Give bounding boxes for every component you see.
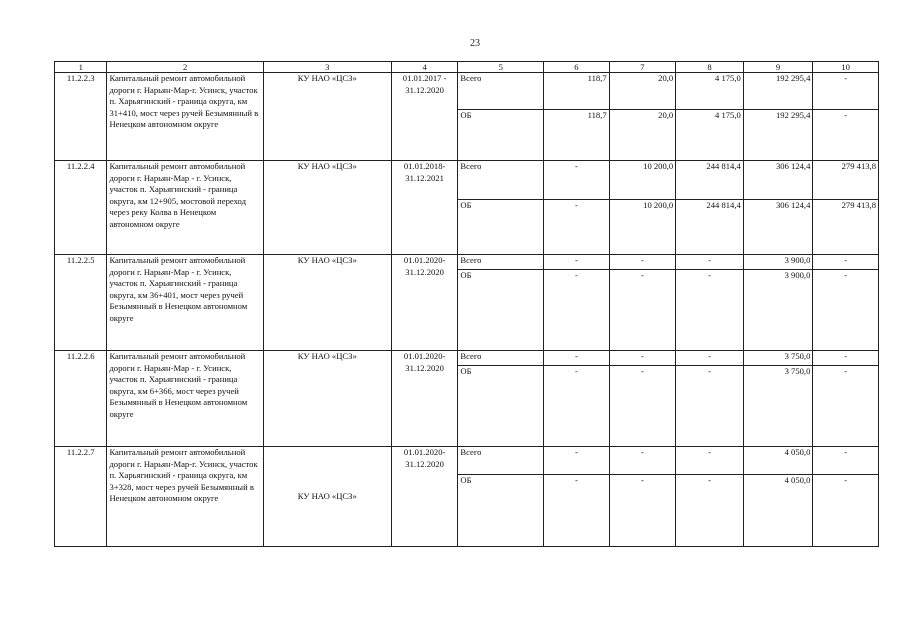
measure-code: 11.2.2.3 [55, 73, 107, 161]
measure-period: 01.01.2020- 31.12.2020 [391, 447, 458, 547]
value-cell: - [676, 366, 744, 447]
value-cell: - [544, 200, 610, 255]
value-cell: 3 750,0 [743, 351, 813, 366]
value-cell: - [676, 351, 744, 366]
value-cell: 244 814,4 [676, 161, 744, 200]
value-cell: - [544, 270, 610, 351]
funding-source: Всего [458, 255, 544, 270]
value-cell: 4 050,0 [743, 447, 813, 475]
funding-source: ОБ [458, 270, 544, 351]
measure-executor: КУ НАО «ЦСЗ» [263, 161, 391, 255]
measure-code: 11.2.2.7 [55, 447, 107, 547]
value-cell: - [544, 161, 610, 200]
funding-source: Всего [458, 351, 544, 366]
table-row [55, 351, 879, 366]
value-cell: - [609, 270, 676, 351]
value-cell: 192 295,4 [743, 110, 813, 161]
value-cell: 118,7 [544, 73, 610, 110]
value-cell: 4 175,0 [676, 73, 744, 110]
funding-source: ОБ [458, 475, 544, 547]
value-cell: - [676, 447, 744, 475]
value-cell: - [813, 255, 879, 270]
column-header: 5 [458, 62, 544, 73]
value-cell: - [609, 255, 676, 270]
measure-name: Капитальный ремонт автомобильной дороги г. Нарьян-Мар - г. Усинск, участок п. Харьягинский - граница округа, км 6+366, мост через ручей Безымянный в Ненецком автономном округе [107, 351, 263, 447]
measure-name: Капитальный ремонт автомобильной дороги г. Нарьян-Мар-г. Усинск, участок п. Харьягинский - граница округа, км 31+410, мост через ручей Безымянный в Ненецком автономном округе [107, 73, 263, 161]
measure-period: 01.01.2018- 31.12.2021 [391, 161, 458, 255]
column-header: 8 [676, 62, 744, 73]
value-cell: 3 750,0 [743, 366, 813, 447]
program-measures-table [54, 61, 879, 547]
value-cell: - [544, 447, 610, 475]
value-cell: 10 200,0 [609, 161, 676, 200]
column-header: 10 [813, 62, 879, 73]
value-cell: - [544, 255, 610, 270]
value-cell: - [544, 366, 610, 447]
column-header: 7 [609, 62, 676, 73]
value-cell: - [813, 447, 879, 475]
value-cell: - [676, 270, 744, 351]
value-cell: - [609, 366, 676, 447]
funding-source: ОБ [458, 110, 544, 161]
funding-source: Всего [458, 73, 544, 110]
value-cell: - [813, 110, 879, 161]
measure-code: 11.2.2.5 [55, 255, 107, 351]
table-row [55, 73, 879, 110]
table-row [55, 161, 879, 200]
funding-source: ОБ [458, 366, 544, 447]
value-cell: - [609, 351, 676, 366]
value-cell: - [544, 351, 610, 366]
measure-executor: КУ НАО «ЦСЗ» [263, 351, 391, 447]
value-cell: 10 200,0 [609, 200, 676, 255]
measure-code: 11.2.2.4 [55, 161, 107, 255]
value-cell: - [813, 475, 879, 547]
value-cell: - [813, 270, 879, 351]
funding-source: ОБ [458, 200, 544, 255]
table-row [55, 255, 879, 270]
column-header: 9 [743, 62, 813, 73]
value-cell: - [609, 475, 676, 547]
column-header: 3 [263, 62, 391, 73]
column-header: 1 [55, 62, 107, 73]
measure-name: Капитальный ремонт автомобильной дороги г. Нарьян-Мар - г. Усинск, участок п. Харьягинский - граница округа, км 12+905, мостовой переход через реку Колва в Ненецком автономном округе [107, 161, 263, 255]
column-header: 4 [391, 62, 458, 73]
value-cell: - [676, 255, 744, 270]
value-cell: 118,7 [544, 110, 610, 161]
value-cell: 306 124,4 [743, 161, 813, 200]
value-cell: 3 900,0 [743, 255, 813, 270]
funding-source: Всего [458, 161, 544, 200]
measure-code: 11.2.2.6 [55, 351, 107, 447]
value-cell: 279 413,8 [813, 161, 879, 200]
measure-name: Капитальный ремонт автомобильной дороги г. Нарьян-Мар-г. Усинск, участок п. Харьягинский - граница округа, км 3+328, мост через ручей Безымянный в Ненецком автономном округе [107, 447, 263, 547]
table-row [55, 447, 879, 475]
value-cell: 192 295,4 [743, 73, 813, 110]
value-cell: - [813, 351, 879, 366]
value-cell: 4 175,0 [676, 110, 744, 161]
page-number: 23 [470, 38, 480, 49]
value-cell: 20,0 [609, 73, 676, 110]
measure-period: 01.01.2017 - 31.12.2020 [391, 73, 458, 161]
value-cell: 279 413,8 [813, 200, 879, 255]
value-cell: 3 900,0 [743, 270, 813, 351]
value-cell: 4 050,0 [743, 475, 813, 547]
column-number-row [55, 62, 879, 73]
value-cell: 306 124,4 [743, 200, 813, 255]
column-header: 6 [544, 62, 610, 73]
value-cell: - [609, 447, 676, 475]
column-header: 2 [107, 62, 263, 73]
measure-executor: КУ НАО «ЦСЗ» [263, 255, 391, 351]
measure-period: 01.01.2020- 31.12.2020 [391, 255, 458, 351]
value-cell: - [544, 475, 610, 547]
measure-executor: КУ НАО «ЦСЗ» [263, 73, 391, 161]
measure-period: 01.01.2020- 31.12.2020 [391, 351, 458, 447]
value-cell: 244 814,4 [676, 200, 744, 255]
measure-name: Капитальный ремонт автомобильной дороги г. Нарьян-Мар - г. Усинск, участок п. Харьягинский - граница округа, км 36+401, мост через ручей Безымянный в Ненецком автономном округе [107, 255, 263, 351]
value-cell: - [813, 366, 879, 447]
value-cell: 20,0 [609, 110, 676, 161]
value-cell: - [676, 475, 744, 547]
value-cell: - [813, 73, 879, 110]
measure-executor: КУ НАО «ЦСЗ» [263, 447, 391, 547]
funding-source: Всего [458, 447, 544, 475]
